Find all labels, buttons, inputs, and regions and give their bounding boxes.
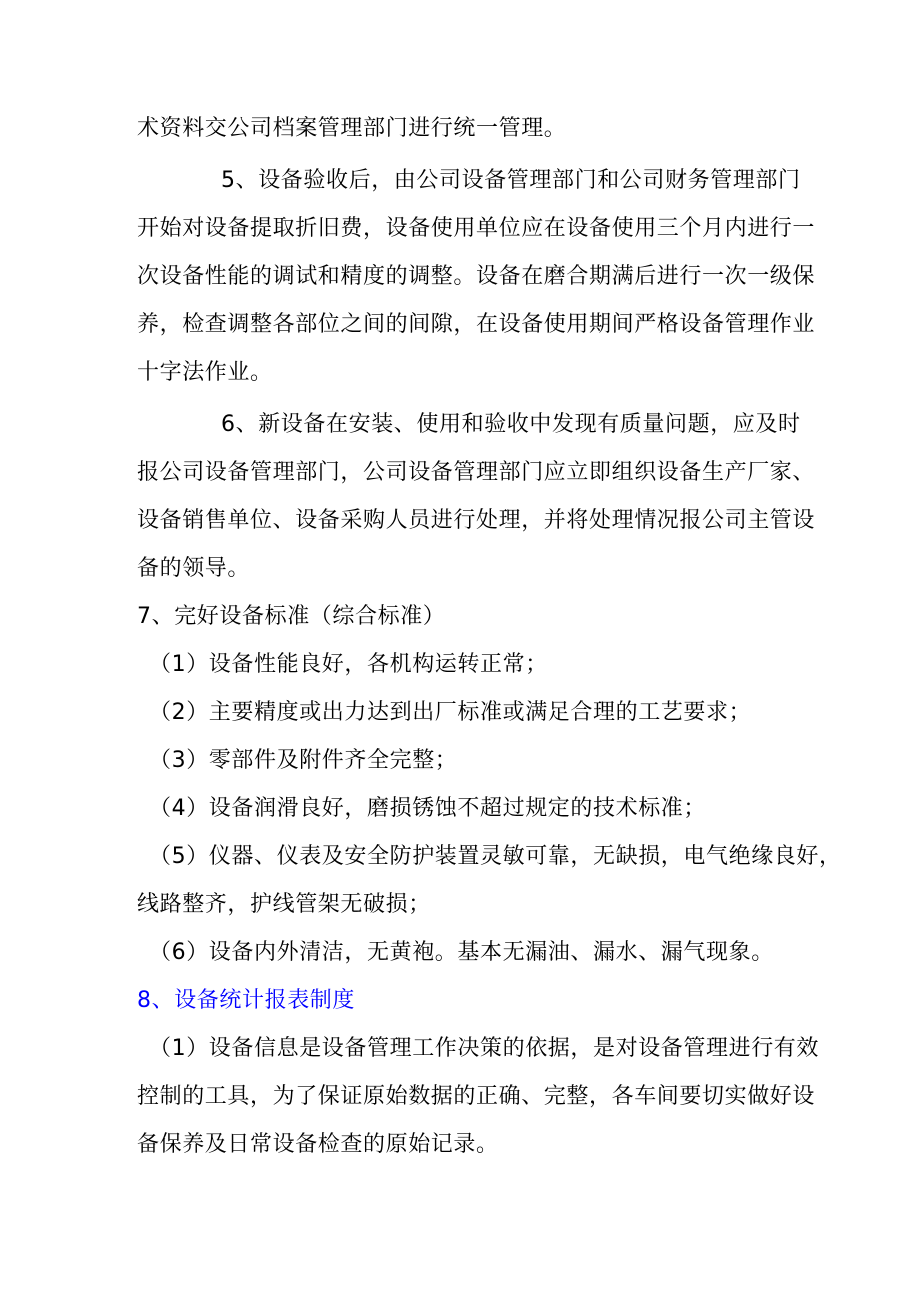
paragraph-line: 备的领导。 bbox=[137, 556, 251, 581]
paragraph-line: 养，检查调整各部位之间的间隙，在设备使用期间严格设备管理作业 bbox=[137, 312, 816, 337]
paragraph-line: 次设备性能的调试和精度的调整。设备在磨合期满后进行一次一级保 bbox=[137, 264, 816, 289]
paragraph-line: 5、设备验收后，由公司设备管理部门和公司财务管理部门 bbox=[221, 168, 801, 193]
section-heading: 7、完好设备标准（综合标准） bbox=[137, 604, 446, 629]
list-item: （2）主要精度或出力达到出厂标准或满足合理的工艺要求； bbox=[149, 700, 752, 725]
paragraph-line: 术资料交公司档案管理部门进行统一管理。 bbox=[137, 116, 567, 141]
list-item-continuation: 备保养及日常设备检查的原始记录。 bbox=[137, 1132, 499, 1157]
section-heading: 8、设备统计报表制度 bbox=[137, 988, 355, 1013]
paragraph-line: 设备销售单位、设备采购人员进行处理，并将处理情况报公司主管设 bbox=[137, 508, 816, 533]
list-item: （1）设备信息是设备管理工作决策的依据，是对设备管理进行有效 bbox=[149, 1036, 819, 1061]
list-item: （4）设备润滑良好，磨损锈蚀不超过规定的技术标准； bbox=[149, 796, 706, 821]
paragraph-line: 十字法作业。 bbox=[137, 360, 273, 385]
list-item: （6）设备内外清洁，无黄袍。基本无漏油、漏水、漏气现象。 bbox=[149, 940, 774, 965]
list-item: （1）设备性能良好，各机构运转正常； bbox=[149, 652, 548, 677]
list-item-continuation: 线路整齐，护线管架无破损； bbox=[137, 892, 431, 917]
paragraph-line: 报公司设备管理部门，公司设备管理部门应立即组织设备生产厂家、 bbox=[137, 460, 816, 485]
list-item-continuation: 控制的工具，为了保证原始数据的正确、完整，各车间要切实做好设 bbox=[137, 1084, 816, 1109]
list-item: （3）零部件及附件齐全完整； bbox=[149, 748, 458, 773]
list-item: （5）仪器、仪表及安全防护装置灵敏可靠，无缺损，电气绝缘良好， bbox=[149, 844, 842, 869]
paragraph-line: 开始对设备提取折旧费，设备使用单位应在设备使用三个月内进行一 bbox=[137, 216, 816, 241]
paragraph-line: 6、新设备在安装、使用和验收中发现有质量问题，应及时 bbox=[221, 412, 801, 437]
